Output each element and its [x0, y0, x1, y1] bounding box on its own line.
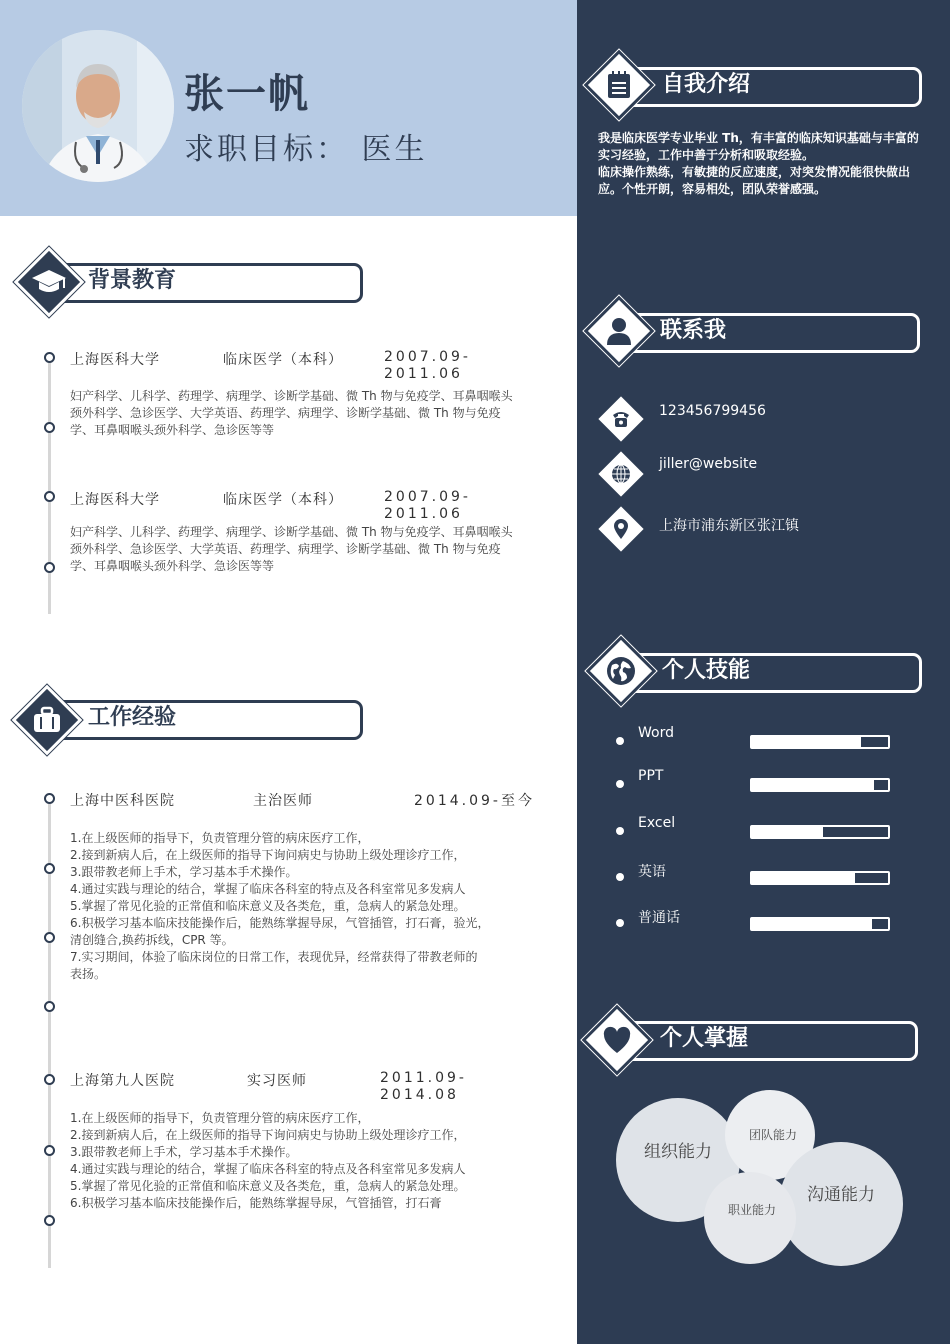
ability-circle — [704, 1172, 796, 1264]
avatar — [22, 30, 174, 182]
phone-icon — [609, 407, 633, 431]
timeline-dot — [44, 562, 55, 573]
work-duty-line: 3.跟带教老师上手术，学习基本手术操作。 — [70, 1145, 298, 1159]
skill-level-track — [750, 871, 890, 885]
contact-title: 联系我 — [660, 318, 727, 343]
skill-bullet — [616, 737, 624, 745]
skill-name: 英语 — [638, 864, 666, 880]
work-duty-line: 3.跟带教老师上手术，学习基本手术操作。 — [70, 865, 298, 879]
work-title: 工作经验 — [88, 705, 177, 730]
work-duty-line: 4.通过实践与理论的结合，掌握了临床各科室的特点及各科室常见多发病人 — [70, 1162, 466, 1176]
timeline-dot — [44, 932, 55, 943]
skill-level-fill — [752, 919, 872, 929]
work-duty-line: 2.接到新病人后，在上级医师的指导下询问病史与协助上级处理诊疗工作， — [70, 1128, 466, 1142]
timeline-dot — [44, 793, 55, 804]
timeline-dot — [44, 422, 55, 433]
skill-name: Word — [638, 725, 674, 741]
work-date: 2014.09-至今 — [414, 793, 535, 809]
graduation-cap-icon — [24, 257, 74, 307]
work-duty-line: 6.积极学习基本临床技能操作后，能熟练掌握导尿，气管插管，打石膏，验光， — [70, 916, 490, 930]
skill-level-track — [750, 825, 890, 839]
work-duty-line: 清创缝合,换药拆线，CPR 等。 — [70, 933, 234, 947]
work-duty-line: 6.积极学习基本临床技能操作后，能熟练掌握导尿，气管插管，打石膏 — [70, 1196, 442, 1210]
work-duty-line: 5.掌握了常见化验的正常值和临床意义及各类危，重，急病人的紧急处理。 — [70, 1179, 466, 1193]
doctor-photo-icon — [22, 30, 174, 182]
globe-skill-icon — [596, 646, 646, 696]
education-school: 上海医科大学 — [70, 492, 160, 508]
work-position: 主治医师 — [253, 793, 313, 809]
address: 上海市浦东新区张江镇 — [659, 518, 799, 534]
abilities-title: 个人掌握 — [660, 1026, 749, 1051]
work-description — [70, 1110, 530, 1212]
education-date: 2007.09-2011.06 — [384, 489, 471, 522]
education-description: 妇产科学、儿科学、药理学、病理学、诊断学基础、微 Th 物与免疫学、耳鼻咽喉头颈外科学、急诊医学、大学英语、药理学、病理学、诊断学基础、微 Th 物与免疫学、耳鼻咽喉头颈外科学、急诊医等等 — [70, 525, 513, 573]
briefcase-icon — [22, 695, 72, 745]
work-duty-line: 5.掌握了常见化验的正常值和临床意义及各类危，重，急病人的紧急处理。 — [70, 899, 466, 913]
work-duty-line: 4.通过实践与理论的结合，掌握了临床各科室的特点及各科室常见多发病人 — [70, 882, 466, 896]
education-timeline — [48, 360, 51, 614]
education-title: 背景教育 — [88, 268, 177, 293]
education-school: 上海医科大学 — [70, 352, 160, 368]
work-duty-line: 1.在上级医师的指导下，负责管理分管的病床医疗工作， — [70, 831, 370, 845]
notepad-icon — [594, 60, 644, 110]
timeline-dot — [44, 1215, 55, 1226]
timeline-dot — [44, 1001, 55, 1012]
timeline-dot — [44, 863, 55, 874]
skill-level-fill — [752, 780, 874, 790]
education-major: 临床医学（本科） — [223, 492, 343, 508]
globe-icon — [609, 462, 633, 486]
work-duty-line: 2.接到新病人后，在上级医师的指导下询问病史与协助上级处理诊疗工作， — [70, 848, 466, 862]
intro-paragraph: 临床操作熟练，有敏捷的反应速度，对突发情况能很快做出应。个性开朗，容易相处，团队荣誉感强。 — [598, 165, 911, 196]
heart-icon — [592, 1015, 642, 1065]
skill-bullet — [616, 827, 624, 835]
education-major: 临床医学（本科） — [223, 352, 343, 368]
timeline-dot — [44, 1074, 55, 1085]
work-description — [70, 830, 530, 983]
phone-number[interactable]: 123456799456 — [659, 403, 766, 419]
skill-bullet — [616, 873, 624, 881]
work-duty-line: 1.在上级医师的指导下，负责管理分管的病床医疗工作， — [70, 1111, 370, 1125]
skill-level-fill — [752, 873, 855, 883]
email-address[interactable]: jiller@website — [659, 456, 758, 472]
ability-label: 组织能力 — [644, 1142, 712, 1162]
skill-level-track — [750, 778, 890, 792]
skill-bullet — [616, 919, 624, 927]
skill-name: PPT — [638, 768, 664, 784]
intro-text — [598, 130, 928, 198]
skill-level-track — [750, 735, 890, 749]
timeline-dot — [44, 1145, 55, 1156]
skill-name: 普通话 — [638, 910, 680, 926]
person-icon — [594, 306, 644, 356]
intro-paragraph: 我是临床医学专业毕业 Th，有丰富的临床知识基础与丰富的实习经验，工作中善于分析和吸取经验。 — [598, 131, 919, 162]
skill-bullet — [616, 780, 624, 788]
timeline-dot — [44, 352, 55, 363]
skill-name: Excel — [638, 815, 676, 831]
job-objective: 求职目标： 医生 — [184, 132, 428, 167]
skill-level-track — [750, 917, 890, 931]
work-duty-line: 表扬。 — [70, 967, 107, 981]
skill-level-fill — [752, 827, 823, 837]
intro-title: 自我介绍 — [662, 72, 751, 97]
timeline-dot — [44, 491, 55, 502]
ability-label: 沟通能力 — [807, 1185, 875, 1205]
ability-label: 职业能力 — [727, 1203, 777, 1217]
work-date: 2011.09-2014.08 — [380, 1070, 467, 1103]
name: 张一帆 — [184, 71, 310, 117]
education-date: 2007.09-2011.06 — [384, 349, 471, 382]
work-position: 实习医师 — [247, 1073, 307, 1089]
work-hospital: 上海第九人医院 — [70, 1073, 175, 1089]
skills-title: 个人技能 — [662, 658, 751, 683]
work-duty-line: 7.实习期间，体验了临床岗位的日常工作，表现优异，经常获得了带教老师的 — [70, 950, 478, 964]
work-hospital: 上海中医科医院 — [70, 793, 175, 809]
skill-level-fill — [752, 737, 861, 747]
abilities-venn — [605, 1090, 910, 1270]
education-description: 妇产科学、儿科学、药理学、病理学、诊断学基础、微 Th 物与免疫学、耳鼻咽喉头颈外科学、急诊医学、大学英语、药理学、病理学、诊断学基础、微 Th 物与免疫学、耳鼻咽喉头颈外科学、急诊医等等 — [70, 389, 513, 437]
location-pin-icon — [609, 517, 633, 541]
ability-label: 团队能力 — [748, 1128, 798, 1142]
